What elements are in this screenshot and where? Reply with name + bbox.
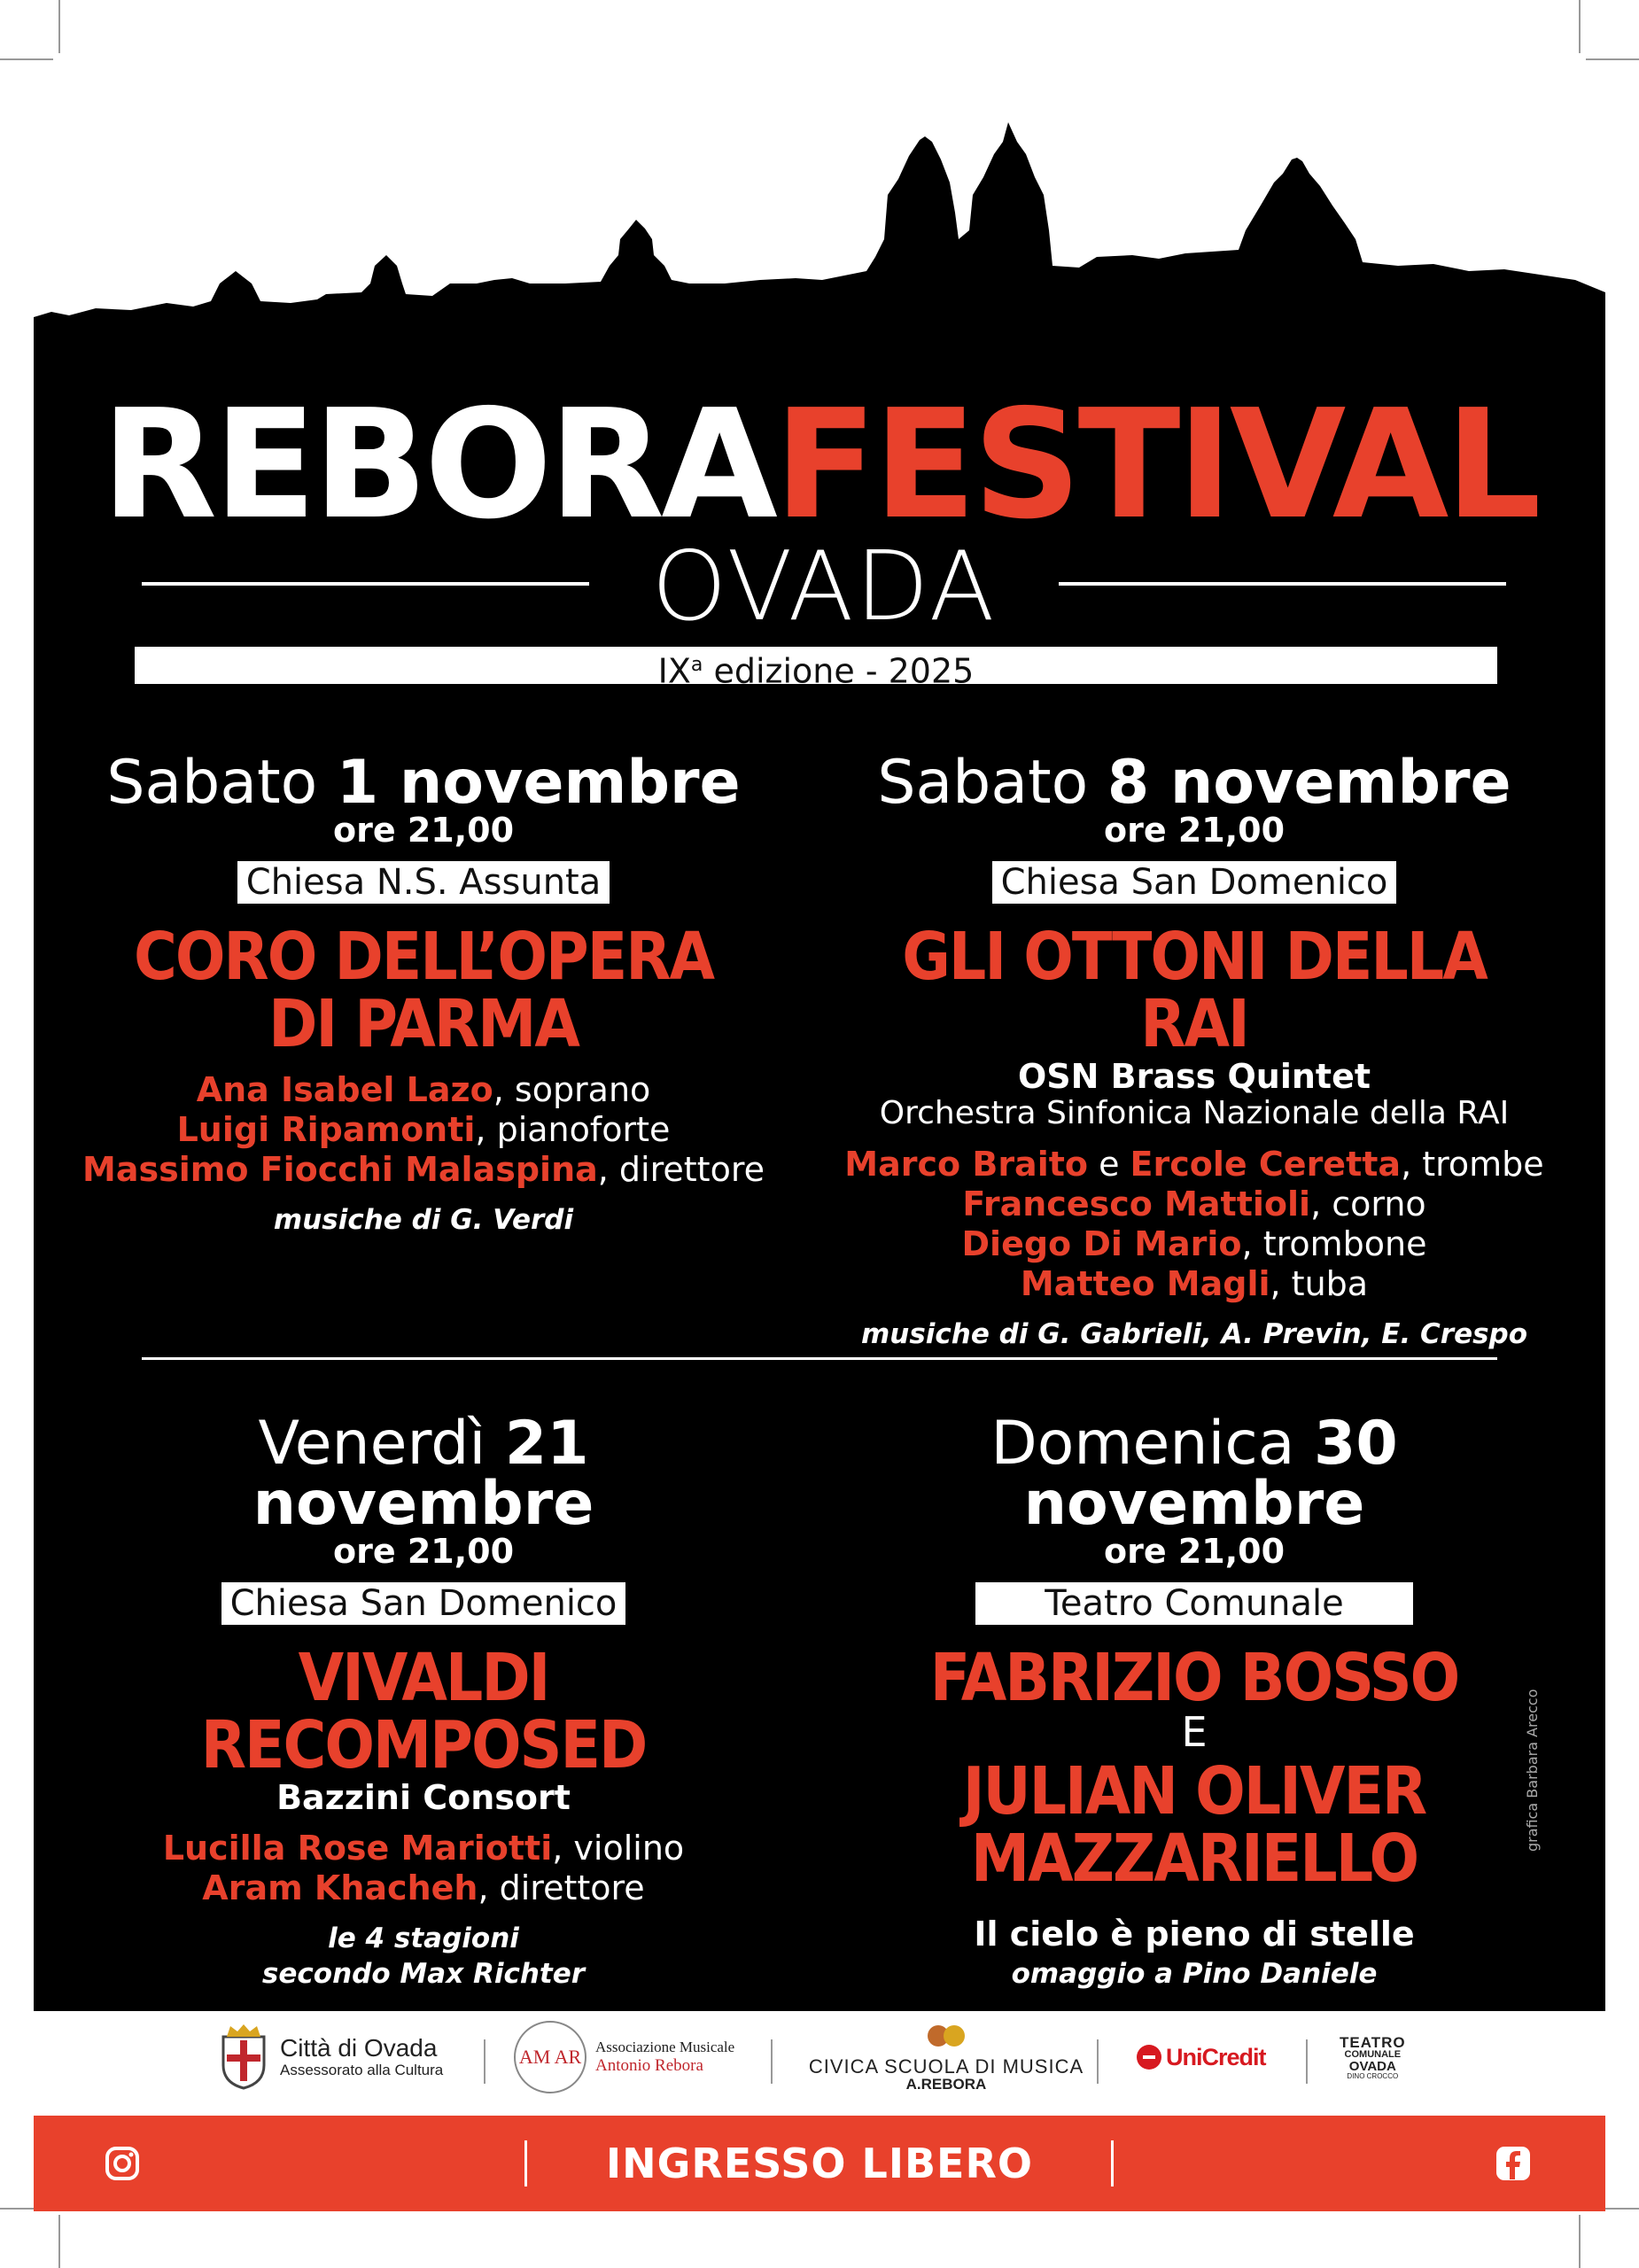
- sponsor-separator: [1097, 2039, 1099, 2084]
- performer-list: [840, 1145, 1549, 1304]
- event-day-number: 21 novembre: [252, 1409, 594, 1539]
- divider-right: [1059, 582, 1506, 586]
- performer-line: [840, 1145, 1549, 1184]
- performer-name: Diego Di Mario: [961, 1223, 1242, 1263]
- event-venue: Teatro Comunale: [975, 1582, 1413, 1625]
- sponsor-citta-ovada: [218, 2013, 466, 2101]
- performer-line: [78, 1829, 769, 1868]
- sponsor-unicredit: [1136, 2013, 1278, 2101]
- crop-mark: [1586, 58, 1639, 60]
- festival-title: [0, 377, 1639, 553]
- performer-name: Matteo Magli: [1020, 1263, 1270, 1303]
- sponsor-name: CIVICA SCUOLA DI MUSICA: [808, 2054, 1084, 2078]
- unicredit-logo-icon: [1136, 2044, 1162, 2070]
- crop-mark: [58, 2215, 60, 2268]
- performer-name: Ercole Ceretta: [1130, 1144, 1402, 1184]
- sponsor-subname: OVADA: [1348, 2058, 1396, 2074]
- performer-line: [840, 1184, 1549, 1224]
- sponsor-name: UniCredit: [1166, 2043, 1266, 2070]
- sponsor-subname: DINO CROCCO: [1347, 2071, 1399, 2080]
- performer-role: , trombone: [1241, 1223, 1427, 1263]
- edition-superscript: a: [690, 654, 703, 676]
- sponsor-subname: Assessorato alla Cultura: [280, 2062, 444, 2079]
- event-title-line-2: RECOMPOSED: [200, 1706, 647, 1783]
- sponsor-name: Città di Ovada: [280, 2034, 438, 2062]
- performer-line: [78, 1070, 769, 1110]
- sponsor-name: TEATRO: [1340, 2033, 1406, 2051]
- event-title-conjunction: E: [1181, 1707, 1208, 1756]
- event-ensemble-detail: Orchestra Sinfonica Nazionale della RAI: [879, 1094, 1510, 1131]
- performer-role: , trombe: [1401, 1144, 1544, 1184]
- event-venue: Chiesa San Domenico: [992, 861, 1397, 904]
- sponsor-separator: [1306, 2039, 1308, 2084]
- performer-role: , tuba: [1270, 1263, 1369, 1303]
- event-title-line-1: VIVALDI: [298, 1639, 549, 1716]
- event-program: omaggio a Pino Daniele: [1011, 1957, 1378, 1990]
- event-card-2: [840, 748, 1549, 1352]
- event-subtitle: Il cielo è pieno di stelle: [974, 1914, 1415, 1953]
- city-name: OVADA: [651, 532, 997, 642]
- sponsor-bar: [0, 2013, 1639, 2110]
- title-rebora: REBORA: [101, 377, 774, 553]
- crop-mark: [0, 58, 53, 60]
- performer-name: Luigi Ripamonti: [176, 1109, 476, 1149]
- section-divider: [142, 1357, 1497, 1360]
- city-crest-icon: [218, 2024, 269, 2090]
- crop-mark: [58, 0, 60, 53]
- event-day: Domenica: [990, 1409, 1315, 1479]
- city-skyline-illustration: [34, 106, 1605, 372]
- event-date: [78, 748, 769, 818]
- event-title-line-1: GLI OTTONI DELLA RAI: [902, 918, 1487, 1062]
- crop-mark: [1579, 2215, 1581, 2268]
- performer-list: [78, 1070, 769, 1190]
- performer-line: [78, 1150, 769, 1190]
- city-row: [142, 532, 1506, 642]
- graphic-credit: grafica Barbara Arecco: [1524, 1689, 1541, 1852]
- sponsor-name: Associazione Musicale: [595, 2039, 735, 2056]
- performer-name: Massimo Fiocchi Malaspina: [82, 1149, 598, 1189]
- event-title-line-1: FABRIZIO BOSSO: [929, 1639, 1459, 1716]
- edition-bar: [135, 647, 1497, 691]
- performer-name: Aram Khacheh: [202, 1868, 478, 1907]
- sponsor-amar: [514, 2013, 744, 2101]
- event-date: [840, 748, 1549, 818]
- event-title-line-1: CORO DELL’OPERA: [134, 918, 713, 995]
- event-title-line-2: DI PARMA: [268, 985, 579, 1062]
- event-day-number: 8 novembre: [1107, 748, 1511, 818]
- title-festival: FESTIVAL: [773, 377, 1538, 553]
- event-program: musiche di G. Verdi: [273, 1203, 574, 1236]
- performer-role: , soprano: [493, 1069, 651, 1109]
- performer-role: , direttore: [478, 1868, 645, 1907]
- performer-line: [840, 1224, 1549, 1264]
- event-title-line-2: JULIAN OLIVER: [962, 1752, 1426, 1829]
- performer-role: , violino: [552, 1828, 685, 1868]
- crop-mark: [1579, 0, 1581, 53]
- performer-name: Francesco Mattioli: [962, 1184, 1311, 1223]
- free-entry-text: INGRESSO LIBERO: [606, 2140, 1033, 2187]
- event-venue: Chiesa San Domenico: [221, 1582, 626, 1625]
- event-day: Sabato: [106, 748, 337, 818]
- performer-list: [78, 1829, 769, 1908]
- edition-year: edizione - 2025: [703, 651, 975, 691]
- performer-line: [78, 1110, 769, 1150]
- event-time: ore 21,00: [1103, 811, 1286, 850]
- sponsor-separator: [484, 2039, 485, 2084]
- event-card-1: [78, 748, 769, 1238]
- event-time: ore 21,00: [1103, 1532, 1286, 1571]
- event-card-4: [849, 1409, 1540, 1992]
- event-time: ore 21,00: [332, 811, 515, 850]
- performer-role: , pianoforte: [475, 1109, 671, 1149]
- performer-name: Marco Braito: [844, 1144, 1088, 1184]
- footer-separator: [1111, 2140, 1114, 2186]
- event-program: musiche di G. Gabrieli, A. Previn, E. Crespo: [860, 1317, 1528, 1350]
- event-program-line: le 4 stagioni: [328, 1922, 519, 1954]
- event-day-number: 30 novembre: [1023, 1409, 1398, 1539]
- sponsor-subname: COMUNALE: [1344, 2048, 1402, 2060]
- performer-conj: e: [1088, 1144, 1130, 1184]
- event-day-number: 1 novembre: [336, 748, 741, 818]
- footer-bar: [34, 2116, 1605, 2211]
- sponsor-subname: Antonio Rebora: [595, 2055, 703, 2075]
- performer-name: Ana Isabel Lazo: [196, 1069, 493, 1109]
- event-day: Sabato: [877, 748, 1107, 818]
- amar-logo: AM AR: [514, 2021, 586, 2093]
- event-card-3: [78, 1409, 769, 1992]
- edition-number: IX: [657, 651, 691, 691]
- event-ensemble: Bazzini Consort: [276, 1777, 571, 1817]
- event-time: ore 21,00: [332, 1532, 515, 1571]
- sponsor-scuola: [796, 2013, 1097, 2101]
- event-title-line-3: MAZZARIELLO: [970, 1820, 1418, 1897]
- performer-name: Lucilla Rose Mariotti: [162, 1828, 553, 1868]
- sponsor-teatro: [1340, 2013, 1437, 2101]
- facebook-icon[interactable]: [1495, 2146, 1531, 2181]
- event-day: Venerdì: [258, 1409, 505, 1479]
- event-program-line: secondo Max Richter: [261, 1957, 586, 1990]
- sponsor-subname: A.REBORA: [905, 2076, 987, 2093]
- event-date: [78, 1409, 769, 1539]
- performer-line: [78, 1868, 769, 1908]
- performer-role: , corno: [1310, 1184, 1426, 1223]
- music-school-icon: [926, 2022, 967, 2052]
- event-venue: Chiesa N.S. Assunta: [237, 861, 610, 904]
- event-date: [849, 1409, 1540, 1539]
- event-ensemble: OSN Brass Quintet: [1017, 1056, 1371, 1096]
- performer-line: [840, 1264, 1549, 1304]
- performer-role: , direttore: [597, 1149, 765, 1189]
- sponsor-separator: [771, 2039, 773, 2084]
- event-program: [78, 1921, 769, 1992]
